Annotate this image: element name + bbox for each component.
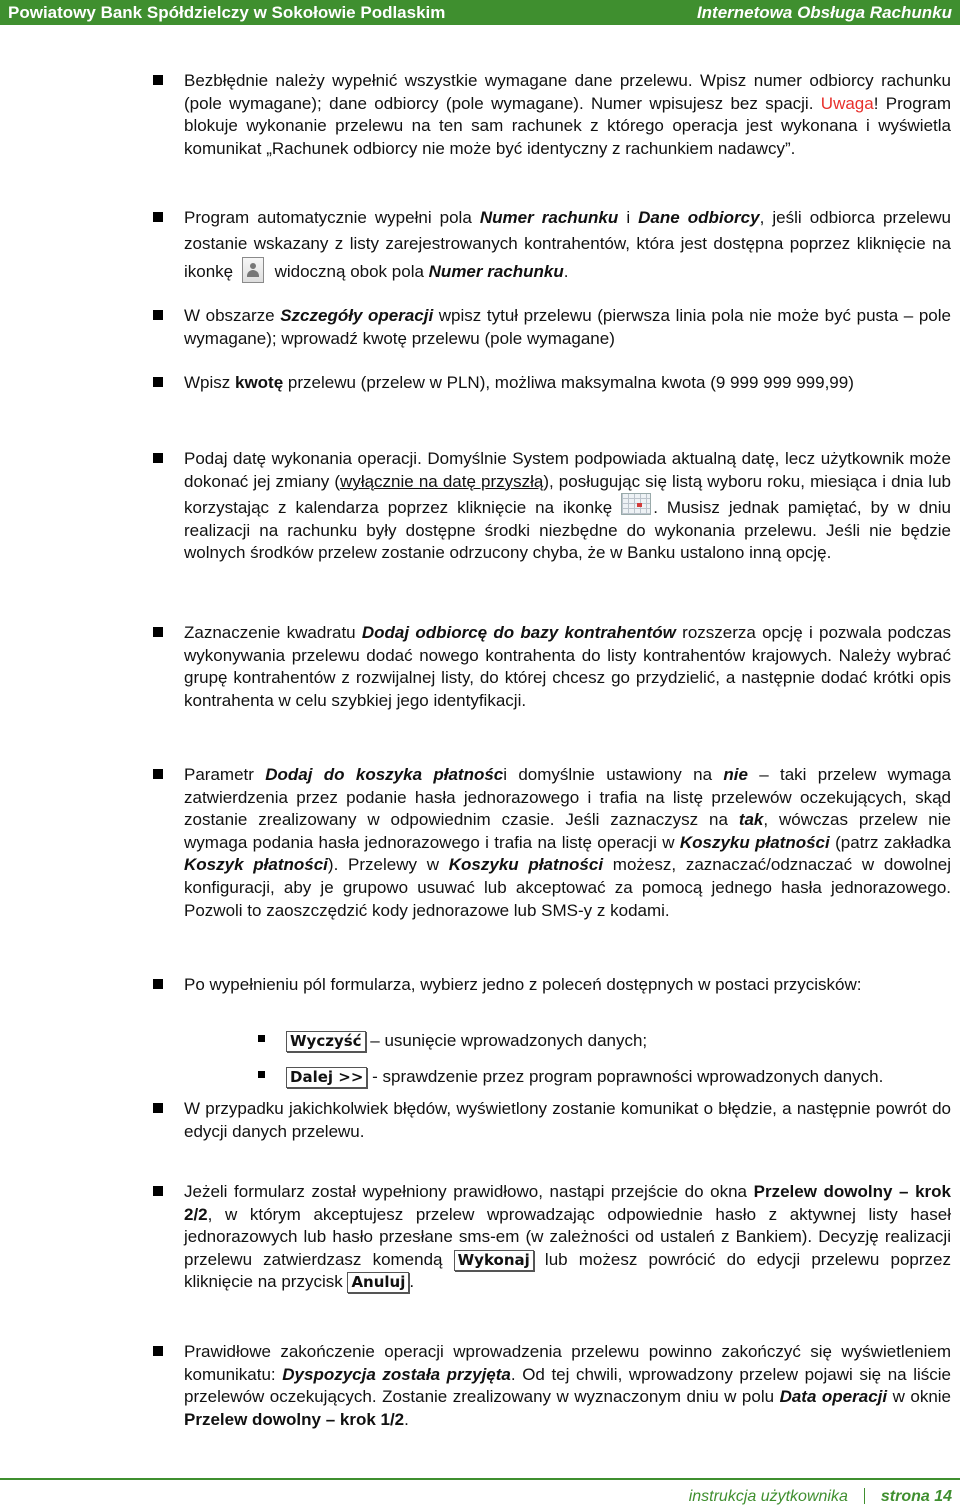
bullet: [153, 1346, 163, 1356]
paragraph-add-contractor: Zaznaczenie kwadratu Dodaj odbiorcę do bazy kontrahentów rozszerza opcję i pozwala podczas wykonywania przelewu dodać nowego kontrahenta do listy kontrahentów krajowych. Należy wybrać grupę kontrahentów z rozwijalnej listy, do której chcesz go przydzielić, a następnie dodać krótki opis kontrahenta w celu szybkiej jego identyfikacji.: [184, 622, 951, 712]
bullet: [153, 75, 163, 85]
paragraph-operation-details: W obszarze Szczegóły operacji wpisz tytuł przelewu (pierwsza linia pola nie może być pusta – pole wymagane); wprowadź kwotę przelewu (pole wymagane): [184, 305, 951, 350]
page-footer: [0, 1478, 960, 1507]
paragraph-form-buttons: Po wypełnieniu pól formularza, wybierz jedno z poleceń dostępnych w postaci przycisków:: [184, 974, 951, 997]
clear-button[interactable]: Wyczyść: [286, 1031, 366, 1052]
bank-name: Powiatowy Bank Spółdzielczy w Sokołowie Podlaskim: [8, 2, 446, 22]
calendar-icon[interactable]: [621, 493, 651, 515]
next-button[interactable]: Dalej >>: [286, 1067, 367, 1088]
bullet: [153, 377, 163, 387]
paragraph-recipient-data: Bezbłędnie należy wypełnić wszystkie wymagane dane przelewu. Wpisz numer odbiorcy rachunku (pole wymagane); dane odbiorcy (pole wymagane). Numer wpisujesz bez spacji. Uwaga! Program blokuje wykonanie przelewu na ten sam rachunek z którego operacja jest wykonana i wyświetla komunikat „Rachunek odbiorcy nie może być identyczny z rachunkiem nadawcy”.: [184, 70, 951, 160]
footer-divider: [0, 1478, 960, 1480]
paragraph-errors: W przypadku jakichkolwiek błędów, wyświetlony zostanie komunikat o błędzie, a następnie powrót do edycji danych przelewu.: [184, 1098, 951, 1143]
bullet: [153, 1186, 163, 1196]
bullet: [153, 212, 163, 222]
bullet: [153, 1103, 163, 1113]
paragraph-auto-fill: Program automatycznie wypełni pola Numer rachunku i Dane odbiorcy, jeśli odbiorca przelewu zostanie wskazany z listy zarejestrowanych kontrahentów, która jest dostępna poprzez kliknięcie na ikonkę widoczną obok pola Numer rachunku.: [184, 205, 951, 285]
sub-item-clear: Wyczyść – usunięcie wprowadzonych danych;: [286, 1030, 960, 1052]
footer-separator: [864, 1488, 865, 1504]
bullet: [258, 1071, 265, 1078]
footer-label: instrukcja użytkownika: [688, 1488, 848, 1505]
paragraph-step-two: Jeżeli formularz został wypełniony prawidłowo, nastąpi przejście do okna Przelew dowolny – krok 2/2, w którym akceptujesz przelew wprowadzając odpowiednie hasło z aktywnej listy haseł jednorazowych lub hasło przesłane sms-em (w zależności od ustaleń z Bankiem). Decyzję realizacji przelewu zatwierdzasz komendą Wykonaj lub możesz powrócić do edycji przelewu poprzez kliknięcie na przycisk Anuluj .: [184, 1181, 951, 1294]
bullet: [153, 453, 163, 463]
bullet: [153, 769, 163, 779]
bullet: [153, 627, 163, 637]
execute-button[interactable]: Wykonaj: [454, 1250, 534, 1271]
paragraph-amount: Wpisz kwotę przelewu (przelew w PLN), możliwa maksymalna kwota (9 999 999 999,99): [184, 372, 951, 395]
cancel-button[interactable]: Anuluj: [347, 1272, 409, 1293]
warning-label: Uwaga: [820, 93, 874, 113]
paragraph-payment-basket: Parametr Dodaj do koszyka płatności domyślnie ustawiony na nie – taki przelew wymaga zatwierdzenia przez podanie hasła jednorazowego i trafia na listę przelewów oczekujących, skąd zostanie zrealizowany w odpowiednim czasie. Jeśli zaznaczysz na tak, wówczas przelew nie wymaga podania hasła jednorazowego i trafia na listę operacji w Koszyku płatności (patrz zakładka Koszyk płatności). Przelewy w Koszyku płatności możesz, zaznaczać/odznaczać w dowolnej konfiguracji, aby je grupowo usuwać lub akceptować za pomocą jednego hasła jednorazowego. Pozwoli to zaoszczędzić kody jednorazowe lub SMS-y z kodami.: [184, 764, 951, 922]
sub-item-next: Dalej >> - sprawdzenie przez program poprawności wprowadzonych danych.: [286, 1066, 960, 1088]
bullet: [153, 310, 163, 320]
app-name: Internetowa Obsługa Rachunku: [696, 2, 952, 22]
page-number: strona 14: [880, 1488, 952, 1505]
user-icon[interactable]: [242, 257, 264, 283]
bullet: [258, 1035, 265, 1042]
paragraph-completion: Prawidłowe zakończenie operacji wprowadzenia przelewu powinno zakończyć się wyświetleniem komunikatu: Dyspozycja została przyjęta. Od tej chwili, wprowadzony przelew pojawi się na liście przelewów oczekujących. Zostanie zrealizowany w wyznaczonym dniu w polu Data operacji w oknie Przelew dowolny – krok 1/2.: [184, 1341, 951, 1431]
footer-text: [689, 1488, 952, 1506]
bullet: [153, 979, 163, 989]
paragraph-operation-date: Podaj datę wykonania operacji. Domyślnie System podpowiada aktualną datę, lecz użytkownik może dokonać jej zmiany (wyłącznie na datę przyszłą), posługując się listą wyboru roku, miesiąca i dnia lub korzystając z kalendarza poprzez kliknięcie na ikonkę . Musisz jednak pamiętać, by w dniu realizacji na rachunku były dostępne środki niezbędne do wykonania przelewu. Jeśli nie będzie wolnych środków przelew zostanie odrzucony chyba, że w Banku ustalono inną opcję.: [184, 448, 951, 565]
page-header: [0, 0, 960, 25]
